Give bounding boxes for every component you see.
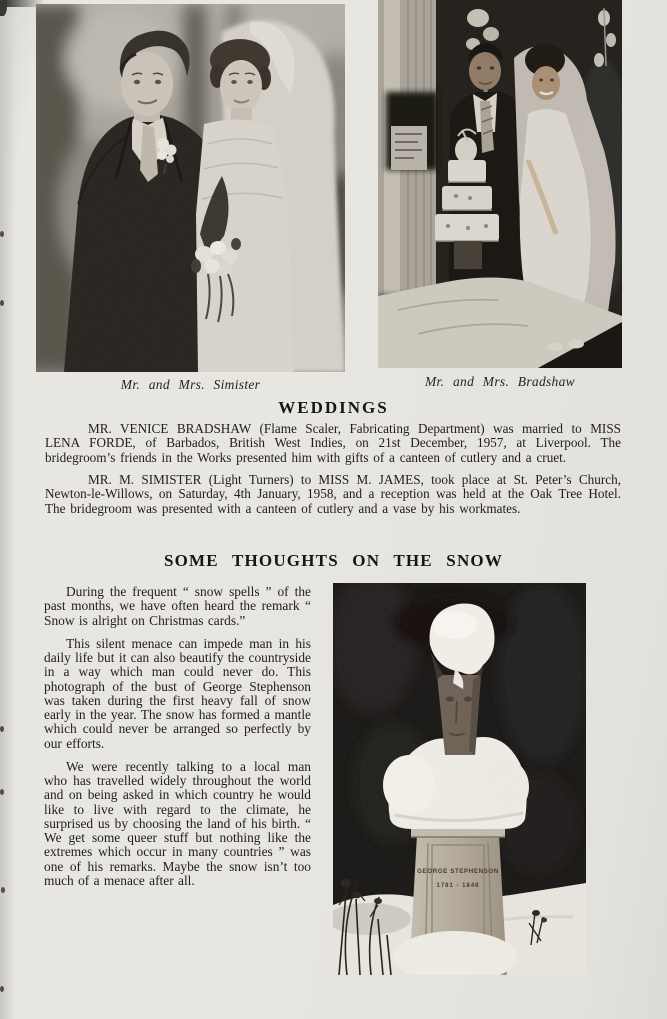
weddings-paragraph: MR. M. SIMISTER (Light Turners) to MISS M. JAMES, took place at St. Peter’s Church, Newton-le-Willows, on Saturday, 4th January, 1958, and a reception was held at the Oak Tree Hotel. The bridegroom was presented with a canteen of cutlery and a vase by his workmates. (45, 471, 621, 516)
scan-artifact (0, 789, 4, 795)
scan-artifact (0, 231, 4, 237)
snow-heading: SOME THOUGHTS ON THE SNOW (163, 551, 504, 570)
pedestal-inscription-name: GEORGE STEPHENSON (417, 868, 499, 875)
snow-paragraph: This silent menace can impede man in his daily life but it can also beautify the countryside in a way which man could never do. This photograph of the bust of George Stephenson was taken during the first heavy fall of snow early in the year. The snow has formed a mantle which could never be arranged so perfectly by our efforts. (44, 635, 311, 751)
photo-caption-bradshaw: Mr. and Mrs. Bradshaw (425, 374, 575, 389)
bradshaw-wedding-photo (378, 0, 622, 368)
scan-artifact (0, 986, 4, 992)
scan-artifact (1, 887, 5, 893)
weddings-heading: WEDDINGS (278, 398, 389, 417)
simister-wedding-photo (36, 4, 345, 372)
scan-artifact (0, 726, 4, 732)
stephenson-bust-photo (333, 583, 586, 975)
pedestal-inscription-dates: 1781 - 1848 (436, 883, 480, 889)
photo-caption-simister: Mr. and Mrs. Simister (120, 377, 261, 392)
scan-artifact (0, 300, 4, 306)
scan-edge-shading (0, 0, 16, 1019)
weddings-section (45, 422, 621, 523)
snow-paragraph: We were recently talking to a local man who has travelled widely throughout the world and on being asked in which country he would like to live with regard to the climate, he surprised us by choosing the land of his birth. “ We get some queer stuff but nothing like the extremes which occur in many countries ” was one of his remarks. Maybe the snow isn’t too much of a menace after all. (44, 758, 311, 888)
snow-article-column (44, 585, 311, 897)
weddings-paragraph: MR. VENICE BRADSHAW (Flame Scaler, Fabricating Department) was married to MISS LENA FORDE, of Barbados, British West Indies, on 21st December, 1957, at Liverpool. The bridegroom’s friends in the Works presented him with gifts of a canteen of cutlery and a cruet. (45, 421, 621, 465)
snow-paragraph: During the frequent “ snow spells ” of the past months, we have often heard the remark “ Snow is alright on Christmas cards.” (44, 584, 311, 628)
